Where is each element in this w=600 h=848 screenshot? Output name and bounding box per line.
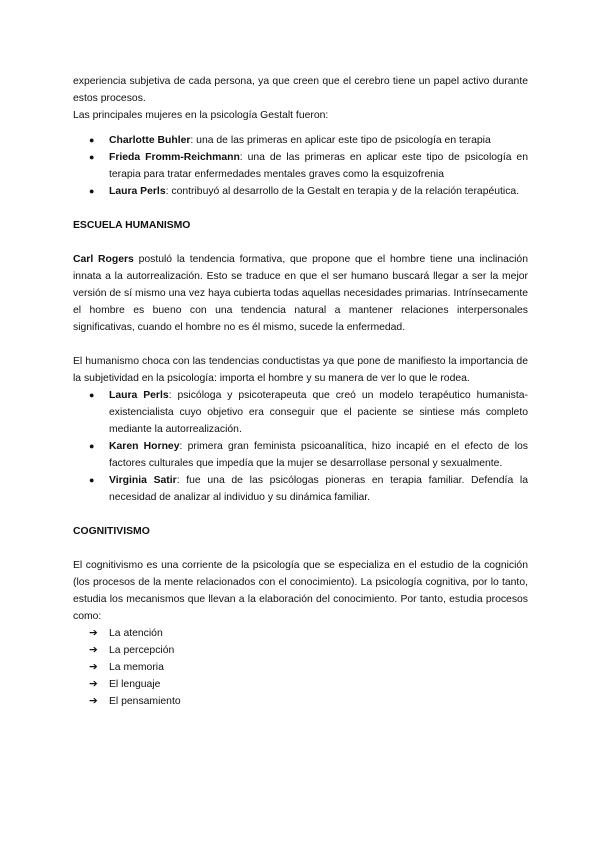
arrow-icon: ➔ <box>89 628 98 639</box>
list-item <box>73 132 528 149</box>
section-heading-cognitivism: COGNITIVISMO <box>73 526 150 537</box>
section-heading-humanism: ESCUELA HUMANISMO <box>73 220 191 231</box>
bullet-icon: ● <box>89 186 95 196</box>
arrow-icon: ➔ <box>89 662 98 673</box>
list-item <box>73 183 528 200</box>
person-description: : una de las primeras en aplicar este tipo de psicología en terapia <box>190 135 491 146</box>
list-item <box>73 693 528 710</box>
person-name: Laura Perls <box>109 390 169 401</box>
list-item <box>73 625 528 642</box>
person-name: Laura Perls <box>109 186 166 197</box>
list-item <box>73 472 528 506</box>
bullet-icon: ● <box>89 390 95 400</box>
humanism-paragraph-2: El humanismo choca con las tendencias conductistas ya que pone de manifiesto la importancia de la subjetividad en la psicología: importa el hombre y su manera de ver lo que le rodea. <box>73 356 528 384</box>
list-item <box>73 387 528 438</box>
intro-paragraph: experiencia subjetiva de cada persona, ya que creen que el cerebro tiene un papel activo durante estos procesos. <box>73 76 528 104</box>
cognitive-processes-list <box>73 625 528 710</box>
person-name: Virginia Satir <box>109 475 177 486</box>
arrow-icon: ➔ <box>89 679 98 690</box>
person-name: Karen Horney <box>109 441 180 452</box>
bullet-icon: ● <box>89 441 95 451</box>
person-description: : psicóloga y psicoterapeuta que creó un modelo terapéutico humanista-existencialista cuyo objetivo era conseguir que el paciente se sintiese más completo mediante la autorrealización. <box>109 390 529 435</box>
humanism-paragraph-1 <box>73 251 528 336</box>
bullet-icon: ● <box>89 152 95 162</box>
person-name: Frieda Fromm-Reichmann <box>109 152 240 163</box>
arrow-icon: ➔ <box>89 645 98 656</box>
person-description: : contribuyó al desarrollo de la Gestalt en terapia y de la relación terapéutica. <box>165 186 520 197</box>
document-content <box>73 73 528 710</box>
person-name: Carl Rogers <box>73 254 134 265</box>
person-description: : primera gran feminista psicoanalítica, hizo incapié en el efecto de los factores culturales que impedía que la mujer se desarrollase personal y sexualmente. <box>109 441 528 469</box>
bullet-icon: ● <box>89 475 95 485</box>
paragraph-text: postuló la tendencia formativa, que propone que el hombre tiene una inclinación innata a la autorrealización. Esto se traduce en que el ser humano buscará llegar a ser la mejor versión de sí mismo una vez haya cubierta todas aquellas necesidades primarias. Intrínsecamente el hombre es bueno con una tendencia natural a mantener relaciones interpersonales significativas, cuando el hombre no es él mismo, sucede la enfermedad. <box>73 254 528 333</box>
list-item <box>73 642 528 659</box>
bullet-icon: ● <box>89 135 95 145</box>
cognitivism-paragraph: El cognitivismo es una corriente de la psicología que se especializa en el estudio de la cognición (los procesos de la mente relacionados con el conocimiento). La psicología cognitiva, por lo tanto, estudia los mecanismos que llevan a la elaboración del conocimiento. Por tanto, estudia procesos como: <box>73 560 528 622</box>
gestalt-women-list <box>73 132 528 200</box>
process-label: El pensamiento <box>109 696 181 707</box>
list-item <box>73 438 528 472</box>
person-description: : fue una de las psicólogas pioneras en terapia familiar. Defendía la necesidad de analizar al individuo y su dinámica familiar. <box>109 475 528 503</box>
person-name: Charlotte Buhler <box>109 135 191 146</box>
list-item <box>73 676 528 693</box>
list-item <box>73 149 528 183</box>
list-item <box>73 659 528 676</box>
intro-lead: Las principales mujeres en la psicología Gestalt fueron: <box>73 110 329 121</box>
process-label: La atención <box>109 628 163 639</box>
person-description: : una de las primeras en aplicar este tipo de psicología en terapia para tratar enfermedades mentales graves como la esquizofrenia <box>109 152 528 180</box>
process-label: La percepción <box>109 645 175 656</box>
humanism-people-list <box>73 387 528 506</box>
process-label: La memoria <box>109 662 164 673</box>
arrow-icon: ➔ <box>89 696 98 707</box>
process-label: El lenguaje <box>109 679 161 690</box>
